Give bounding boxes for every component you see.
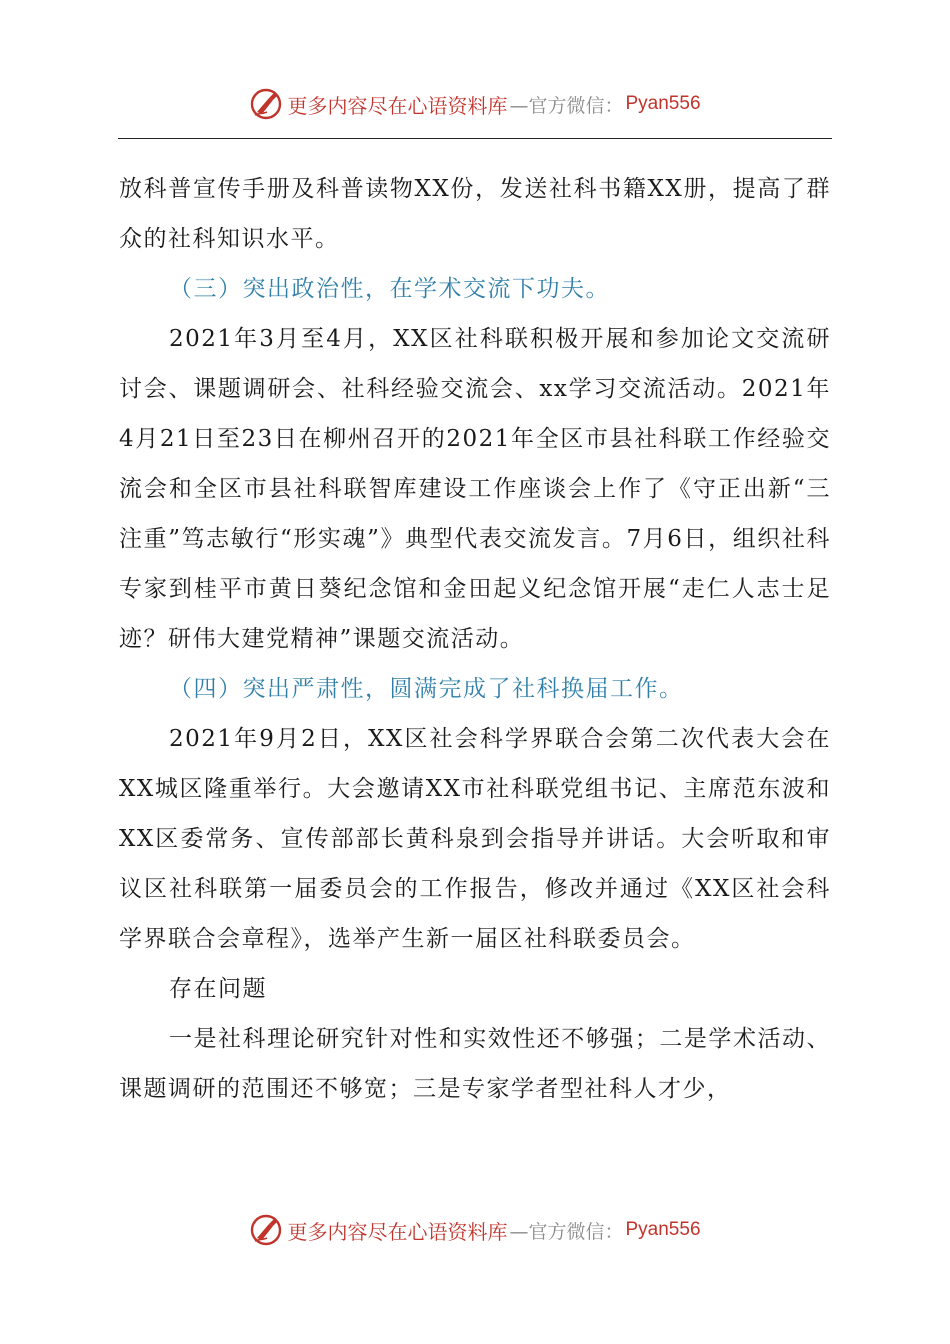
- problems-heading: 存在问题: [169, 976, 267, 1002]
- footer-separator: —官方微信：: [509, 1220, 624, 1243]
- pen-nib-icon: [249, 87, 283, 121]
- document-body: [119, 164, 831, 1114]
- section-heading-4: （四）突出严肃性，圆满完成了社科换届工作。: [169, 676, 684, 702]
- paragraph-academic-exchange: 2021年3月至4月，XX区社科联积极开展和参加论文交流研讨会、课题调研会、社科经验交流会、xx学习交流活动。2021年4月21日至23日在柳州召开的2021年全区市县社科联工作经验交流会和全区市县社科联智库建设工作座谈会上作了《守正出新“三注重”笃志敏行“形实魂”》典型代表交流发言。7月6日，组织社科专家到桂平市黄日葵纪念馆和金田起义纪念馆开展“走仁人志士足迹？研伟大建党精神”课题交流活动。: [119, 326, 831, 652]
- header-brand-text: 更多内容尽在心语资料库: [287, 93, 508, 118]
- header-separator: —官方微信：: [509, 94, 624, 117]
- footer-wechat-id: Pyan556: [625, 1219, 701, 1240]
- paragraph-congress: 2021年9月2日，XX区社会科学界联合会第二次代表大会在XX城区隆重举行。大会邀请XX市社科联党组书记、主席范东波和XX区委常务、宣传部部长黄科泉到会指导并讲话。大会听取和审议区社科联第一届委员会的工作报告，修改并通过《XX区社会科学界联合会章程》，选举产生新一届区社科联委员会。: [119, 726, 831, 952]
- header-wechat-id: Pyan556: [625, 93, 701, 114]
- section-heading-3: （三）突出政治性，在学术交流下功夫。: [169, 276, 610, 302]
- footer-banner: [0, 1210, 950, 1250]
- paragraph-problems: 一是社科理论研究针对性和实效性还不够强；二是学术活动、课题调研的范围还不够宽；三是专家学者型社科人才少，: [119, 1026, 831, 1102]
- pen-nib-icon: [249, 1213, 283, 1247]
- footer-brand-text: 更多内容尽在心语资料库: [287, 1219, 508, 1244]
- paragraph-continued: 放科普宣传手册及科普读物XX份，发送社科书籍XX册，提高了群众的社科知识水平。: [119, 176, 831, 252]
- header-banner: [0, 84, 950, 124]
- header-divider: [118, 138, 832, 139]
